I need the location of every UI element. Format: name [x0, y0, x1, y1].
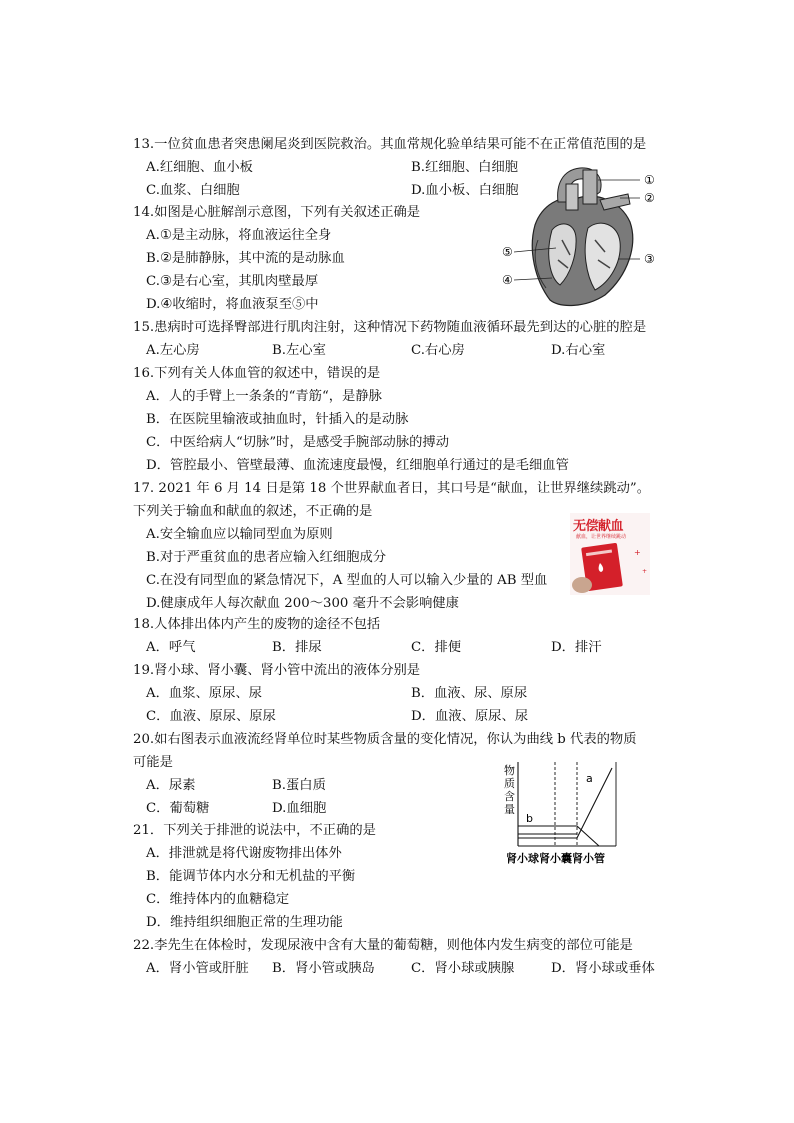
q17-option-a: A.安全输血应以输同型血为原则	[146, 527, 333, 542]
poster-title: 无偿献血	[573, 518, 624, 533]
q22-option-b: B．肾小管或胰岛	[272, 961, 375, 976]
heart-diagram	[500, 160, 662, 310]
q15-option-d: D.右心室	[551, 343, 606, 358]
q18-stem: 18.人体排出体内产生的废物的途径不包括	[133, 617, 381, 632]
poster-subtitle: 献血，让世界继续跳动	[576, 534, 627, 540]
q15-stem: 15.患病时可选择臀部进行肌肉注射，这种情况下药物随血液循环最先到达的心脏的腔是	[133, 320, 647, 335]
q21-option-a: A．排泄就是将代谢废物排出体外	[146, 846, 342, 861]
q14-stem: 14.如图是心脏解剖示意图，下列有关叙述正确是	[133, 205, 421, 220]
q22-option-d: D．肾小球或垂体	[551, 961, 655, 976]
graph-ylabel-3: 含	[504, 790, 515, 803]
q15-option-b: B.左心室	[272, 343, 326, 358]
q16-option-d: D．管腔最小、管壁最薄、血流速度最慢，红细胞单行通过的是毛细血管	[146, 458, 569, 473]
curve-b-upper	[518, 826, 599, 846]
q14-option-b: B.②是肺静脉，其中流的是动脉血	[146, 251, 345, 266]
q18-option-c: C．排便	[411, 640, 462, 655]
heart-label-4: ④	[502, 273, 513, 287]
q22-option-c: C．肾小球或胰腺	[411, 961, 515, 976]
heart-label-1: ①	[644, 173, 655, 187]
q20-option-b: B.蛋白质	[272, 778, 326, 793]
q16-option-c: C．中医给病人“切脉”时，是感受手腕部动脉的搏动	[146, 435, 450, 450]
q14-option-d: D.④收缩时，将血液泵至⑤中	[146, 297, 319, 312]
q18-option-b: B．排尿	[272, 640, 322, 655]
svg-text:+: +	[642, 568, 648, 575]
graph-ylabel-2: 质	[504, 777, 515, 790]
curve-a-label: a	[586, 772, 593, 785]
graph-x-label: 肾小球肾小囊肾小管	[506, 852, 605, 865]
graph-ylabel-1: 物	[504, 764, 515, 777]
q14-option-c: C.③是右心室，其肌肉壁最厚	[146, 274, 319, 289]
graph-ylabel-4: 量	[504, 803, 515, 816]
curve-b-label: b	[526, 812, 533, 825]
q13-option-d: D.血小板、白细胞	[411, 183, 519, 198]
svg-text:+: +	[634, 548, 641, 557]
q21-option-c: C．维持体内的血糖稳定	[146, 892, 290, 907]
q16-stem: 16.下列有关人体血管的叙述中，错误的是	[133, 366, 381, 381]
q19-option-c: C．血液、原尿、原尿	[146, 709, 276, 724]
q13-option-a: A.红细胞、血小板	[146, 160, 253, 175]
q19-stem: 19.肾小球、肾小囊、肾小管中流出的液体分别是	[133, 663, 421, 678]
q15-option-c: C.右心房	[411, 343, 465, 358]
q18-option-d: D．排汗	[551, 640, 602, 655]
q20-stem-line2: 可能是	[133, 755, 173, 770]
q20-option-d: D.血细胞	[272, 801, 327, 816]
q22-stem: 22.李先生在体检时，发现尿液中含有大量的葡萄糖，则他体内发生病变的部位可能是	[133, 938, 633, 953]
q17-option-c: C.在没有同型血的紧急情况下，A 型血的人可以输入少量的 AB 型血	[146, 573, 548, 588]
donation-certificate-illustration	[570, 539, 650, 595]
curve-a	[518, 768, 612, 838]
q15-option-a: A.左心房	[146, 343, 200, 358]
q20-option-c: C．葡萄糖	[146, 801, 210, 816]
q17-option-b: B.对于严重贫血的患者应输入红细胞成分	[146, 550, 387, 565]
q17-stem-line2: 下列关于输血和献血的叙述，不正确的是	[133, 504, 373, 519]
q21-option-b: B．能调节体内水分和无机盐的平衡	[146, 869, 356, 884]
q13-stem: 13.一位贫血患者突患阑尾炎到医院救治。其血常规化验单结果可能不在正常值范围的是	[133, 137, 647, 152]
q19-option-a: A．血浆、原尿、尿	[146, 686, 262, 701]
blood-donation-poster	[570, 513, 650, 595]
q22-option-a: A．肾小管或肝脏	[146, 961, 249, 976]
q19-option-b: B．血液、尿、原尿	[411, 686, 528, 701]
heart-illustration	[532, 168, 632, 306]
q18-option-a: A．呼气	[146, 640, 196, 655]
kidney-substance-graph	[498, 758, 638, 866]
q13-option-c: C.血浆、白细胞	[146, 183, 240, 198]
q17-stem-line1: 17. 2021 年 6 月 14 日是第 18 个世界献血者日，其口号是“献血，让世界继续跳动”。	[133, 481, 651, 496]
heart-label-5: ⑤	[502, 245, 513, 259]
q16-option-b: B．在医院里输液或抽血时，针插入的是动脉	[146, 412, 409, 427]
q20-option-a: A．尿素	[146, 778, 196, 793]
q21-option-d: D．维持组织细胞正常的生理功能	[146, 915, 343, 930]
q19-option-d: D．血液、原尿、尿	[411, 709, 529, 724]
heart-label-3: ③	[644, 252, 655, 266]
q17-option-d: D.健康成年人每次献血 200～300 毫升不会影响健康	[146, 596, 459, 611]
q20-stem-line1: 20.如右图表示血液流经肾单位时某些物质含量的变化情况，你认为曲线 b 代表的物质	[133, 732, 637, 747]
q13-option-b: B.红细胞、白细胞	[411, 160, 519, 175]
heart-label-2: ②	[644, 191, 655, 205]
q14-option-a: A.①是主动脉，将血液运往全身	[146, 228, 332, 243]
q21-stem: 21．下列关于排泄的说法中，不正确的是	[133, 823, 376, 838]
q16-option-a: A．人的手臂上一条条的“青筋“，是静脉	[146, 389, 382, 404]
